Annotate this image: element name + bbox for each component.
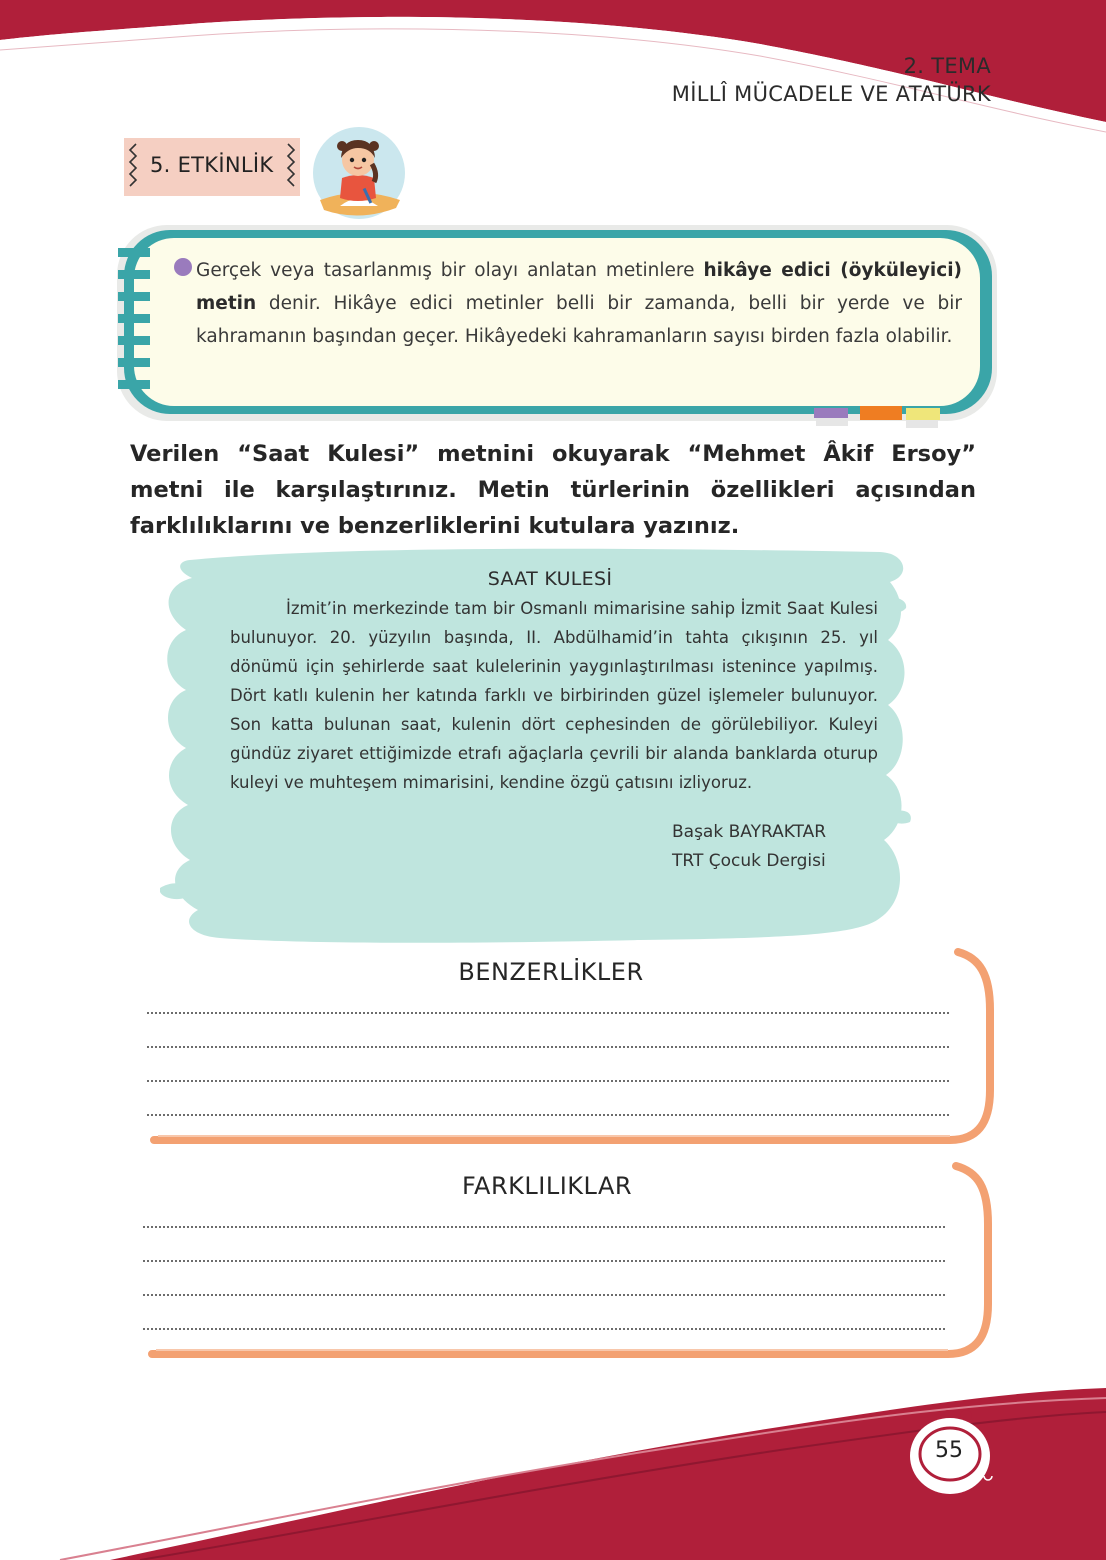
theme-number: 2. TEMA <box>903 54 991 78</box>
answer-line[interactable] <box>142 1260 946 1262</box>
reading-title: SAAT KULESİ <box>487 568 613 590</box>
answer-line[interactable] <box>146 1080 950 1082</box>
answer-line[interactable] <box>142 1294 946 1296</box>
answer-line[interactable] <box>142 1226 946 1228</box>
theme-title: MİLLÎ MÜCADELE VE ATATÜRK <box>671 82 991 106</box>
info-text-part1: Gerçek veya tasarlanmış bir olayı anlatan metinlere <box>196 260 704 281</box>
differences-title: FARKLILIKLAR <box>461 1172 633 1200</box>
info-bullet-icon <box>174 258 192 276</box>
info-text-part2: denir. Hikâye edici metinler belli bir zamanda, belli bir yerde ve bir kahramanın başından geçer. Hikâyedeki kahramanların sayısı birden fazla olabilir. <box>196 293 962 347</box>
info-note-text <box>196 254 962 353</box>
reading-author: Başak BAYRAKTAR <box>672 822 827 842</box>
activity-label <box>122 134 302 200</box>
reading-source: TRT Çocuk Dergisi <box>672 851 826 871</box>
similarities-title: BENZERLİKLER <box>458 958 644 986</box>
reading-body: İzmit’in merkezinde tam bir Osmanlı mimarisine sahip İzmit Saat Kulesi bulunuyor. 20. yüzyılın başında, II. Abdülhamid’in tahta çıkışının 25. yıl dönümü için şehirlerde saat kulelerinin yaygınlaştırılması istenince yapılmış. Dört katlı kulenin her katında farklı ve birbirinden güzel işlemeler bulunuyor. Son katta bulunan saat, kulenin dört cephesinden de görülebiliyor. Kuleyi gündüz ziyaret ettiğimizde etrafı ağaçlarla çevrili bir alanda banklarda oturup kuleyi ve muhteşem mimarisini, kendine özgü çatısını izliyoruz. <box>230 599 878 792</box>
activity-title: 5. ETKİNLİK <box>150 153 274 177</box>
student-writing-avatar <box>312 126 406 220</box>
info-text-term: hikâye edici (öyküleyici) metin <box>196 260 962 314</box>
answer-line[interactable] <box>146 1114 950 1116</box>
page-number: 55 <box>935 1438 963 1463</box>
activity-instruction: Verilen “Saat Kulesi” metnini okuyarak “Mehmet Âkif Ersoy” metni ile karşılaştırınız. Metin türlerinin özellikleri açısından farklılıklarını ve benzerliklerini kutulara yazınız. <box>130 441 976 539</box>
answer-line[interactable] <box>142 1328 946 1330</box>
answer-line[interactable] <box>146 1012 950 1014</box>
answer-line[interactable] <box>146 1046 950 1048</box>
